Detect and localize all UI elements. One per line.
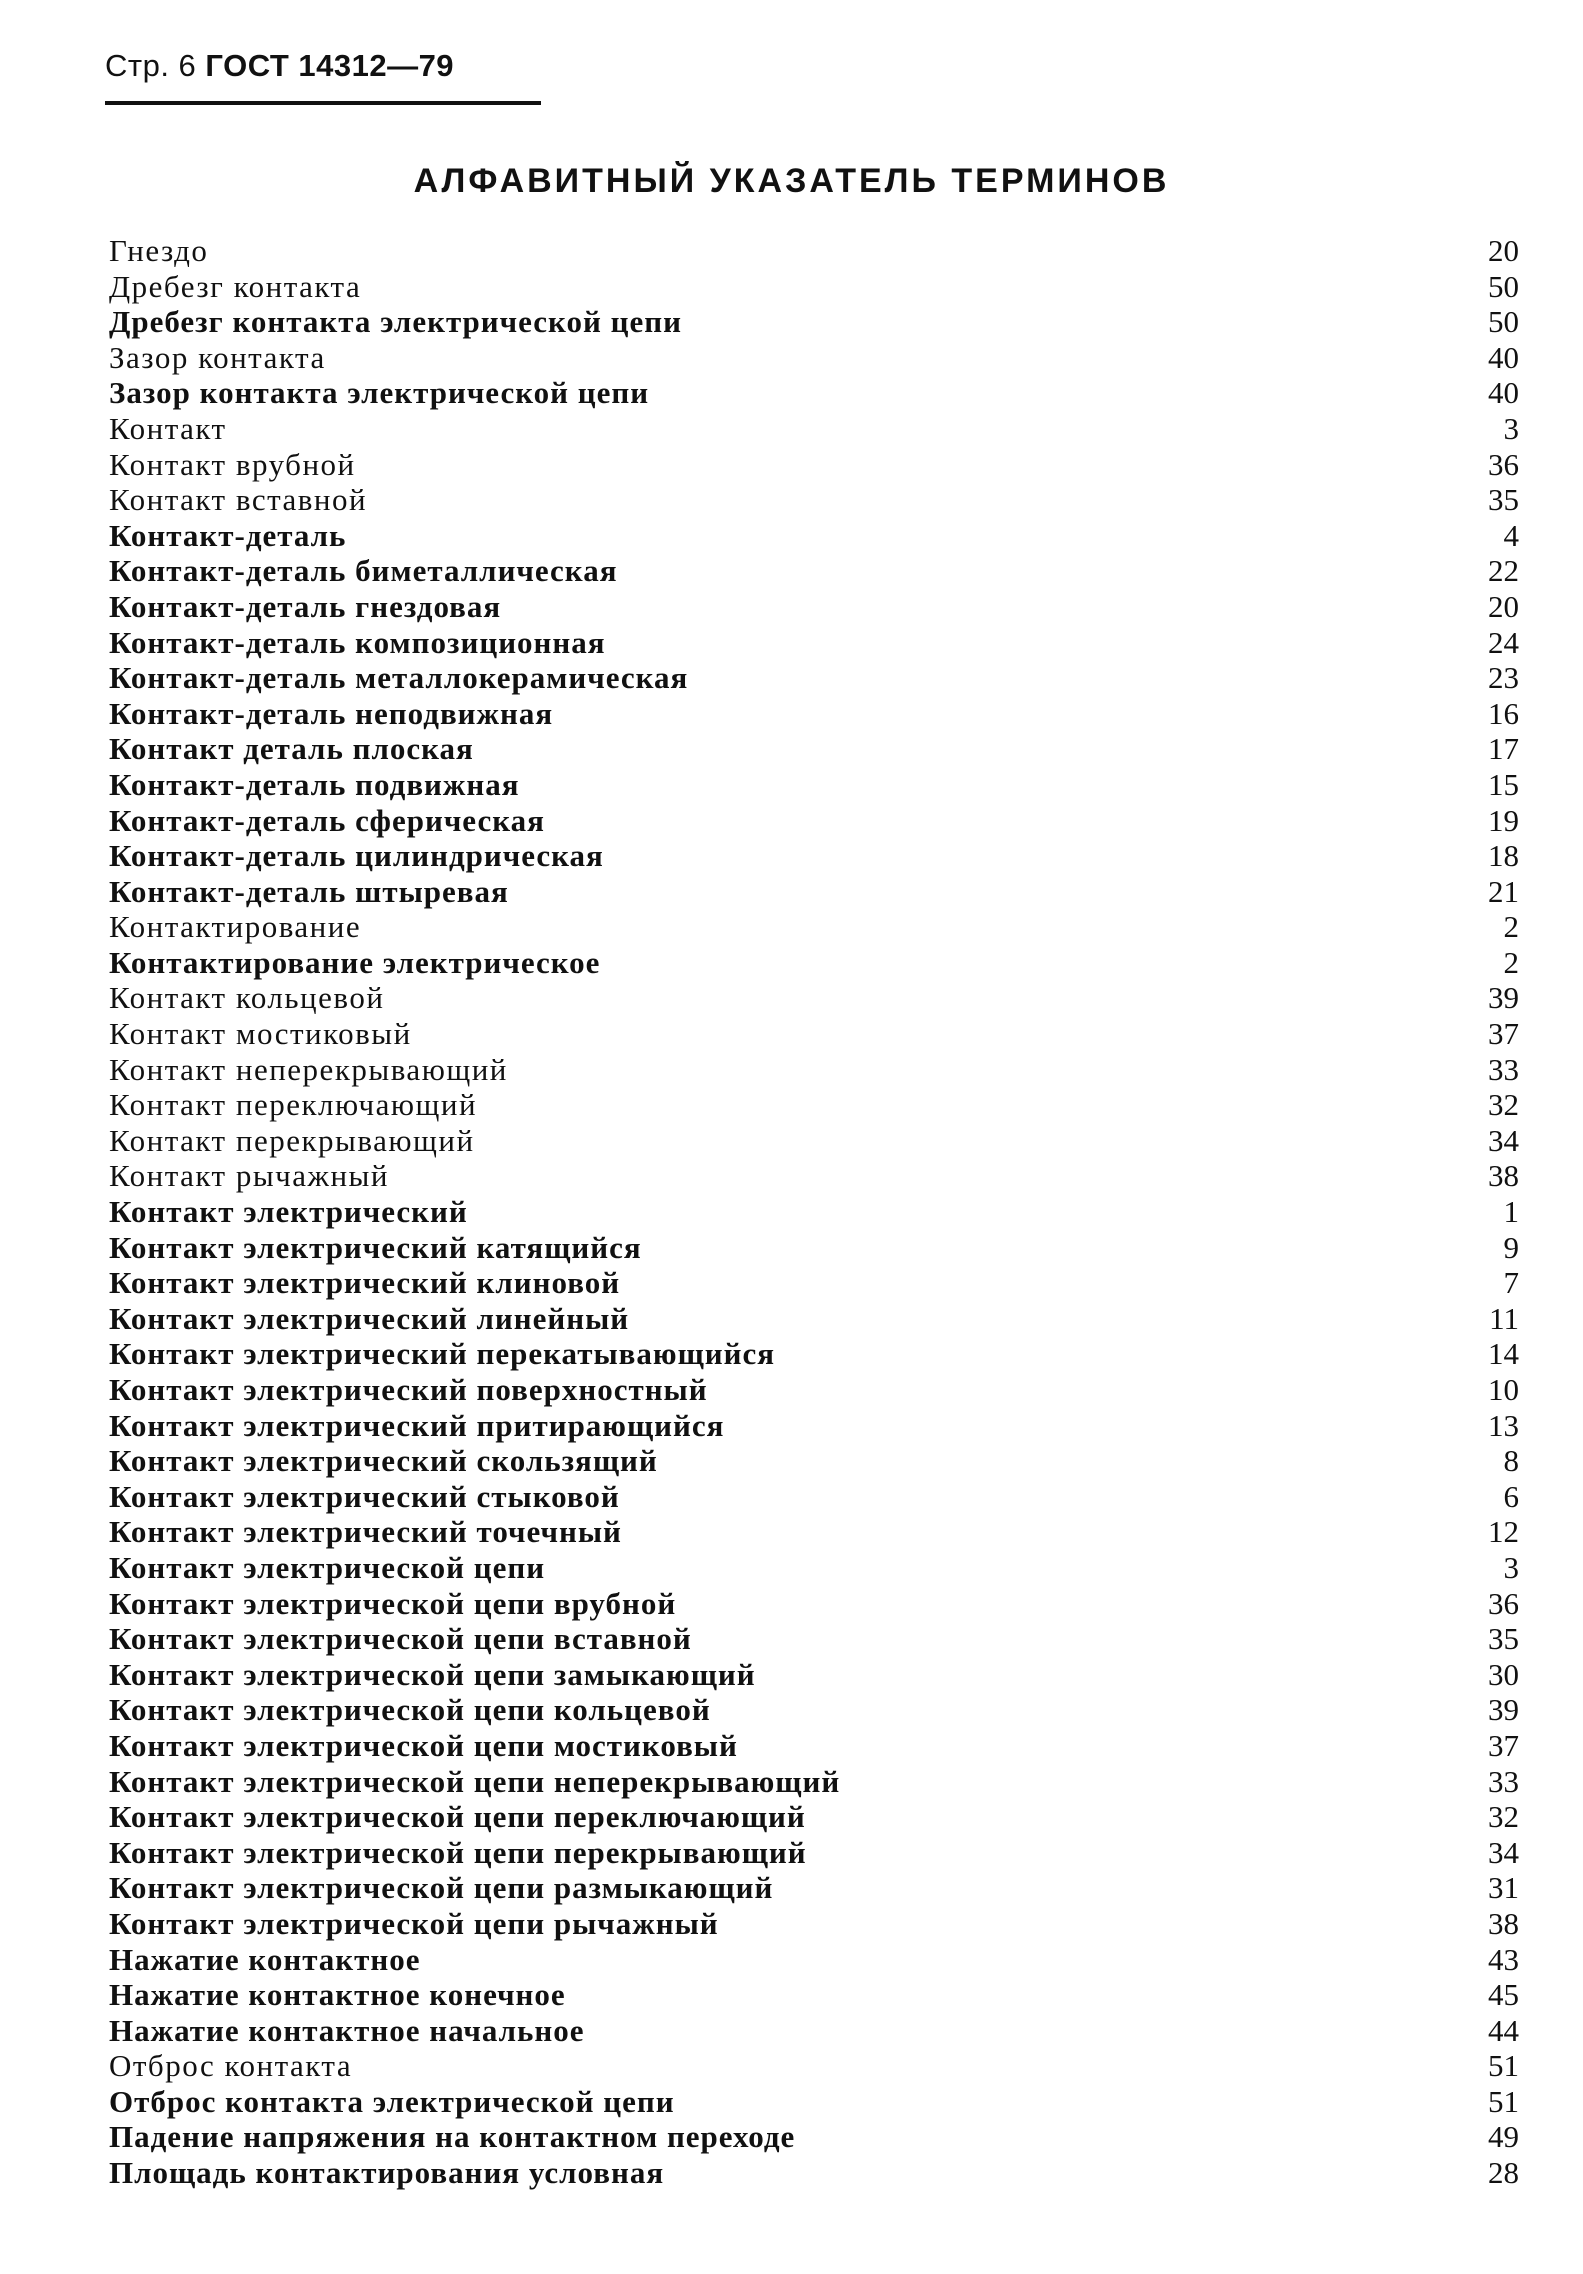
index-term: Контакт электрический	[109, 1194, 468, 1230]
index-entry	[109, 2155, 1519, 2191]
index-entry	[109, 1657, 1519, 1693]
index-entry	[109, 1728, 1519, 1764]
index-entry	[109, 1799, 1519, 1835]
index-term-number: 2	[1503, 944, 1519, 980]
index-entry	[109, 874, 1519, 910]
index-entry	[109, 1123, 1519, 1159]
index-term: Контакт кольцевой	[109, 980, 385, 1016]
index-term-number: 21	[1488, 873, 1519, 909]
index-term: Контакт электрический поверхностный	[109, 1372, 708, 1407]
index-term: Зазор контакта электрической цепи	[109, 375, 650, 411]
index-term-number: 38	[1488, 1158, 1519, 1194]
index-entry	[109, 1265, 1519, 1301]
index-term-number: 36	[1488, 446, 1519, 482]
index-term: Контакт электрической цепи перекрывающий	[109, 1834, 807, 1870]
index-term-number: 6	[1503, 1478, 1519, 1514]
index-term-number: 44	[1488, 2012, 1519, 2048]
index-entry	[109, 945, 1519, 981]
index-entry	[109, 1870, 1519, 1906]
index-term: Контакт перекрывающий	[109, 1122, 475, 1158]
index-entry	[109, 269, 1519, 305]
index-entry	[109, 731, 1519, 767]
index-entry	[109, 2013, 1519, 2049]
index-term-number: 14	[1488, 1336, 1519, 1372]
index-term-number: 3	[1503, 410, 1519, 446]
index-term: Контакт электрической цепи неперекрывающий	[109, 1763, 841, 1799]
index-entry	[109, 1621, 1519, 1657]
index-entry	[109, 1301, 1519, 1337]
index-term: Контакт электрической цепи врубной	[109, 1585, 677, 1621]
index-entry	[109, 1194, 1519, 1230]
index-term-number: 10	[1488, 1372, 1519, 1407]
index-term-number: 39	[1488, 1692, 1519, 1728]
index-term-number: 15	[1488, 766, 1519, 802]
index-term-number: 32	[1488, 1087, 1519, 1123]
index-term-number: 9	[1503, 1229, 1519, 1265]
index-entry	[109, 660, 1519, 696]
index-term: Гнездо	[109, 233, 209, 268]
index-term: Контакт неперекрывающий	[109, 1051, 508, 1087]
index-entry	[109, 1692, 1519, 1728]
index-term-number: 23	[1488, 660, 1519, 696]
index-term: Контакт электрический скользящий	[109, 1443, 658, 1479]
index-term: Контакт электрической цепи	[109, 1549, 546, 1585]
index-entry	[109, 1906, 1519, 1942]
index-term-number: 39	[1488, 980, 1519, 1016]
index-term-number: 45	[1488, 1977, 1519, 2013]
index-term: Контакт электрической цепи мостиковый	[109, 1727, 738, 1763]
index-term-number: 31	[1488, 1870, 1519, 1906]
index-entry	[109, 375, 1519, 411]
index-entry	[109, 1479, 1519, 1515]
index-entry	[109, 589, 1519, 625]
index-entry	[109, 2048, 1519, 2084]
index-term: Контакт электрической цепи размыкающий	[109, 1870, 774, 1906]
index-term-number: 12	[1488, 1514, 1519, 1550]
index-term-number: 50	[1488, 268, 1519, 304]
index-term-number: 37	[1488, 1727, 1519, 1763]
index-term-number: 2	[1503, 909, 1519, 945]
index-entry	[109, 1016, 1519, 1052]
index-entry	[109, 1550, 1519, 1586]
index-term: Падение напряжения на контактном переходе	[109, 2119, 796, 2155]
index-entry	[109, 1158, 1519, 1194]
index-term: Контакт-деталь подвижная	[109, 766, 520, 802]
index-term: Контакт-деталь металлокерамическая	[109, 660, 689, 696]
index-term-number: 33	[1488, 1763, 1519, 1799]
index-term: Контакт электрический перекатывающийся	[109, 1336, 776, 1372]
index-entry	[109, 304, 1519, 340]
index-entry	[109, 1087, 1519, 1123]
index-entry	[109, 447, 1519, 483]
index-term-number: 32	[1488, 1799, 1519, 1835]
index-term: Контакт электрический линейный	[109, 1300, 630, 1336]
index-term-number: 24	[1488, 624, 1519, 660]
index-term-number: 18	[1488, 838, 1519, 874]
index-term-number: 51	[1488, 2083, 1519, 2119]
index-term: Контакт-деталь сферическая	[109, 802, 545, 838]
header-rule	[105, 101, 541, 105]
index-term-number: 3	[1503, 1549, 1519, 1585]
index-entry	[109, 340, 1519, 376]
index-term: Отброс контакта	[109, 2048, 353, 2084]
index-entry	[109, 2084, 1519, 2120]
index-entry	[109, 1443, 1519, 1479]
index-entry	[109, 980, 1519, 1016]
index-term: Контакт-деталь	[109, 517, 347, 553]
index-term: Нажатие контактное начальное	[109, 2012, 585, 2048]
index-term: Контакт врубной	[109, 446, 356, 482]
index-entry	[109, 1336, 1519, 1372]
index-term: Контакт-деталь гнездовая	[109, 588, 502, 624]
index-entry	[109, 1052, 1519, 1088]
index-term-number: 11	[1489, 1300, 1519, 1336]
index-term: Контакт электрический стыковой	[109, 1478, 620, 1514]
index-term: Контакт электрический точечный	[109, 1514, 622, 1550]
index-term-number: 50	[1488, 304, 1519, 340]
index-term: Контакт электрический катящийся	[109, 1229, 642, 1265]
index-term: Контакт электрический притирающийся	[109, 1407, 725, 1443]
index-term: Контакт электрический клиновой	[109, 1265, 621, 1301]
index-term: Контакт-деталь композиционная	[109, 624, 606, 660]
index-term: Контакт электрической цепи вставной	[109, 1621, 692, 1657]
index-term-number: 30	[1488, 1656, 1519, 1692]
index-term: Контактирование электрическое	[109, 944, 601, 980]
index-entry	[109, 1586, 1519, 1622]
index-title: АЛФАВИТНЫЙ УКАЗАТЕЛЬ ТЕРМИНОВ	[413, 162, 1170, 200]
index-term: Дребезг контакта	[109, 268, 362, 304]
index-term: Зазор контакта	[109, 339, 326, 375]
index-term: Контакт электрической цепи переключающий	[109, 1799, 806, 1835]
index-term-number: 33	[1488, 1051, 1519, 1087]
index-term-number: 40	[1488, 375, 1519, 411]
index-term: Контакт деталь плоская	[109, 731, 474, 767]
index-term: Контакт-деталь штыревая	[109, 873, 509, 909]
page-number-label: Стр. 6	[105, 48, 197, 83]
index-term-number: 49	[1488, 2119, 1519, 2155]
index-term: Площадь контактирования условная	[109, 2155, 665, 2191]
index-term-number: 1	[1503, 1194, 1519, 1230]
index-term: Контакт переключающий	[109, 1087, 478, 1123]
index-entry	[109, 553, 1519, 589]
index-term-number: 43	[1488, 1941, 1519, 1977]
index-term-number: 35	[1488, 482, 1519, 518]
index-term: Контакт электрической цепи замыкающий	[109, 1656, 756, 1692]
index-entry	[109, 1835, 1519, 1871]
index-term-number: 4	[1503, 517, 1519, 553]
index-term: Контакт-деталь неподвижная	[109, 695, 554, 731]
index-term: Контакт электрической цепи рычажный	[109, 1905, 719, 1941]
index-entry	[109, 1514, 1519, 1550]
index-entry	[109, 696, 1519, 732]
index-term: Контакт вставной	[109, 482, 368, 518]
index-entry	[109, 625, 1519, 661]
index-term: Контакт-деталь биметаллическая	[109, 553, 618, 589]
index-entry	[109, 1230, 1519, 1266]
index-term-number: 28	[1488, 2155, 1519, 2191]
index-term-number: 19	[1488, 802, 1519, 838]
index-term: Контакт-деталь цилиндрическая	[109, 838, 604, 874]
index-term: Контакт рычажный	[109, 1158, 389, 1194]
index-entry	[109, 803, 1519, 839]
index-term-number: 8	[1503, 1443, 1519, 1479]
index-entry	[109, 2119, 1519, 2155]
index-term: Дребезг контакта электрической цепи	[109, 304, 682, 340]
index-entry	[109, 1372, 1519, 1408]
index-term: Контакт электрической цепи кольцевой	[109, 1692, 711, 1728]
index-entry	[109, 1977, 1519, 2013]
index-term: Нажатие контактное	[109, 1941, 421, 1977]
index-term-number: 36	[1488, 1585, 1519, 1621]
index-term: Контактирование	[109, 909, 362, 945]
index-entry	[109, 518, 1519, 554]
index-term: Нажатие контактное конечное	[109, 1977, 566, 2013]
index-term-number: 22	[1488, 553, 1519, 589]
index-term: Отброс контакта электрической цепи	[109, 2083, 675, 2119]
index-term-number: 13	[1488, 1407, 1519, 1443]
index-term-number: 7	[1503, 1265, 1519, 1301]
standard-designation: ГОСТ 14312—79	[205, 48, 455, 83]
index-entry	[109, 838, 1519, 874]
index-term: Контакт	[109, 410, 227, 446]
index-entry	[109, 909, 1519, 945]
index-term-number: 17	[1488, 731, 1519, 767]
index-entry	[109, 1942, 1519, 1978]
index-term-number: 20	[1488, 233, 1519, 268]
index-entry	[109, 482, 1519, 518]
index-term-number: 20	[1488, 588, 1519, 624]
index-term-number: 51	[1488, 2048, 1519, 2084]
index-entry	[109, 1408, 1519, 1444]
index-term-number: 40	[1488, 339, 1519, 375]
index-term-number: 34	[1488, 1122, 1519, 1158]
index-term: Контакт мостиковый	[109, 1016, 412, 1052]
index-entry	[109, 767, 1519, 803]
index-entry	[109, 233, 1519, 269]
index-term-number: 34	[1488, 1834, 1519, 1870]
index-term-number: 38	[1488, 1905, 1519, 1941]
index-term-number: 37	[1488, 1016, 1519, 1052]
index-entry	[109, 411, 1519, 447]
page-header	[105, 48, 541, 84]
index-entry	[109, 1764, 1519, 1800]
index-term-number: 16	[1488, 695, 1519, 731]
index-term-number: 35	[1488, 1621, 1519, 1657]
terms-index-list	[109, 233, 1519, 2191]
